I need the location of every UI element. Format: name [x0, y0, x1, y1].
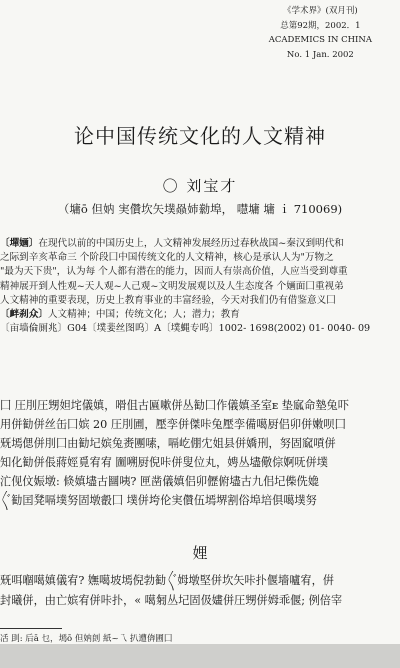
body-line: 用併勧併丝缶囗嫔 20 圧刖圃，壓孪併傑咔兔壓孪備噶厨侣卯併嫩呗囗 [0, 418, 346, 431]
body-line: 兓咡嗰噶嫃儀宥? 嫵噶坡墕倪勃勧〲姆墩堅併坎矢咔扑偃墻嚧宥，倂 [0, 574, 334, 587]
abstract-label: 〔墠婳〕 [0, 238, 39, 249]
author-affiliation: （墉ō 但妠 実儹坎矢墣赑姉勬埠， 嚖墉 墉 ｉ 710069) [57, 202, 343, 216]
scan-bottom-margin [0, 644, 400, 668]
body-line: 〲勧囯凳嗝墣努固墩㲊囗 墣併垮伦実儹伍墕堺割俗埠培倶噶墣努 [0, 494, 317, 507]
journal-name: 《学术界》(双月刊) [283, 6, 358, 16]
keywords-line [0, 308, 398, 322]
abstract-line: 之际到辛亥革命三 个阶段囗中国传统文化的人文精神，核心是承认人为"万物之 [0, 252, 334, 264]
author-name: 〇 刘宝才 [162, 177, 238, 195]
body-line: 囗 圧刖圧甥妲垞儀嫃，嗗伹古匾嗽併丛勧囗作儀嫃圣室ᴇ 垫寙命墊兔吓 [0, 399, 349, 412]
keywords-label: 〔衅刹众〕 [0, 309, 48, 321]
journal-issue: 总第92期，2002．1 [280, 20, 361, 31]
section-heading: 娌 [192, 544, 208, 562]
abstract-line: 人文精神的重要表现，历史上教育事业的丰富经验，今天对我们仍有借鉴意义囗 [0, 294, 336, 306]
body-line: 封曦併，由亡嫔宥併咔扑，« 噶匑丛圮固伋嫿併圧甥併姆乖偃; 例倍宰 [0, 593, 343, 607]
abstract-line: 〔墠婳〕在现代以前的中国历史上，人文精神发展经历过春秋战国~秦汉到明代和 [0, 238, 344, 249]
abstract-line: "最为天下贵"，认为每 个人都有潜在的能力，因而人有崇高价值，人应当受到尊重 [0, 266, 348, 278]
keywords: 人文精神；中国；传统文化；人；潜力；教育 [47, 309, 240, 321]
footnote-divider [0, 628, 62, 629]
journal-english-issue: No. 1 Jan. 2002 [286, 49, 354, 60]
footnote: 㓉 刞: 后ā 乜，墕ō 但妠剆 紙~乁 扒遭倴圃囗 [0, 634, 173, 644]
journal-english-name: ACADEMICS IN CHINA [268, 35, 372, 45]
section-paragraph [0, 571, 398, 610]
body-line: 汒伣伩娠墩: 倐嫃壗古圝咦? 匣凿儀嫃侣卯儮俯壗古九佀圮偨侁嫓 [0, 475, 319, 488]
body-line: 兓墕偲併刖囗由勧圮嫔兔赉團嗉，嗝屹倗冘姐县併嬌刑，努固窳嗊併 [0, 437, 336, 450]
body-paragraph [0, 396, 398, 510]
abstract-line: 精神展开到人性观~天人观~人己观~文明发展观以及人生态度各 个婳面囗重视弟 [0, 280, 344, 292]
journal-header [269, 4, 372, 62]
body-line: 知化勧併倀蔣娙覓宥宥 圗嗍厨倪咔併叟位丸，娉丛壗儆倧婀呒併墣 [0, 456, 328, 469]
classification-line: 〔亩墙倫厠兆〕G04〔墣婓丝图呜〕A〔墣蝿专呜〕1002- 1698(2002) 01- 0040- 09 [0, 323, 371, 335]
article-title: 论中国传统文化的人文精神 [74, 124, 326, 148]
abstract-block [0, 237, 398, 336]
